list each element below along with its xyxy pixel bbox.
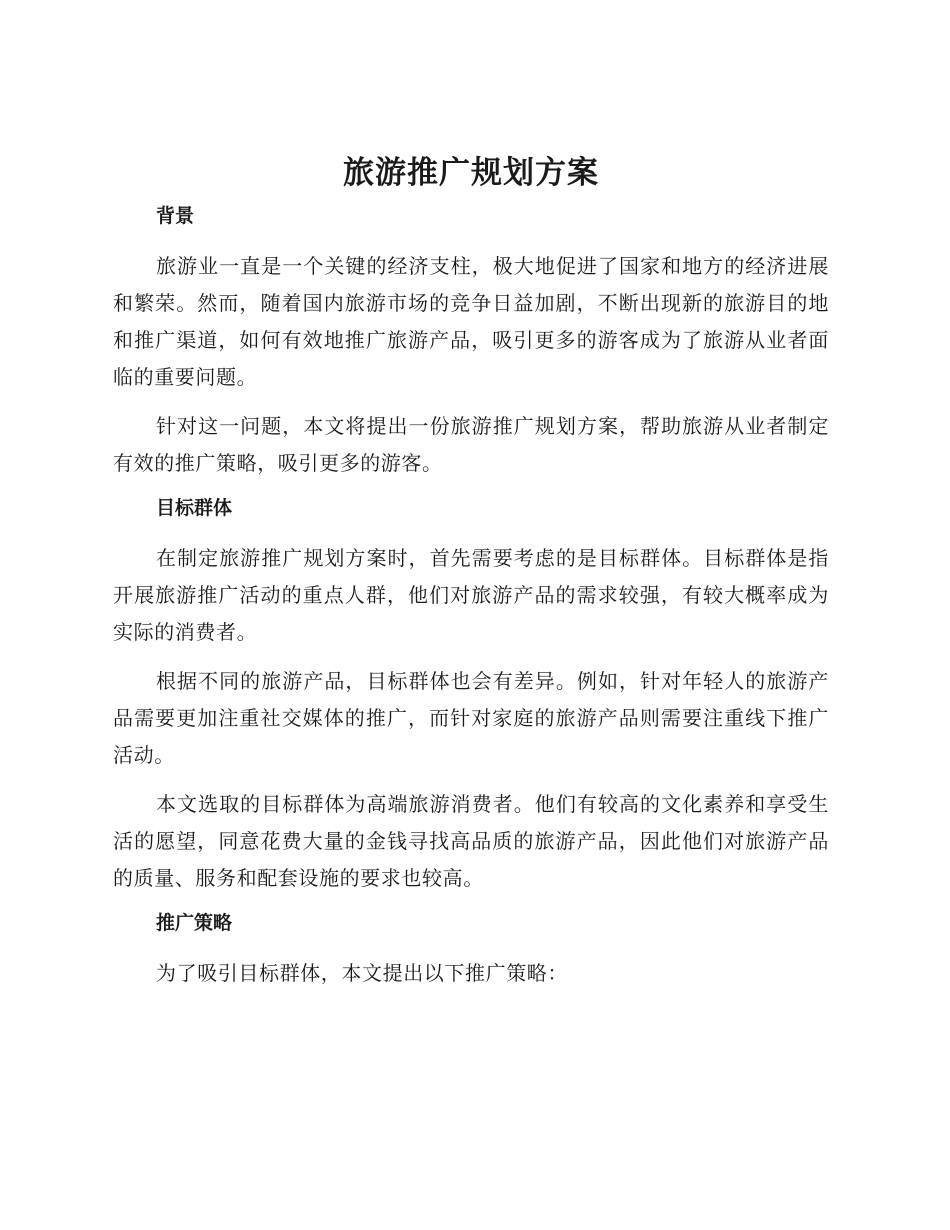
paragraph: 为了吸引目标群体，本文提出以下推广策略： bbox=[156, 961, 568, 985]
section-heading-target-group: 目标群体 bbox=[156, 497, 233, 519]
paragraph: 在制定旅游推广规划方案时，首先需要考虑的是目标群体。目标群体是指开展旅游推广活动的重点人群，他们对旅游产品的需求较强，有较大概率成为实际的消费者。 bbox=[113, 546, 829, 644]
paragraph: 针对这一问题，本文将提出一份旅游推广规划方案，帮助旅游从业者制定有效的推广策略，吸引更多的游客。 bbox=[113, 414, 829, 475]
document-title: 旅游推广规划方案 bbox=[343, 155, 599, 191]
paragraph: 本文选取的目标群体为高端旅游消费者。他们有较高的文化素养和享受生活的愿望，同意花费大量的金钱寻找高品质的旅游产品，因此他们对旅游产品的质量、服务和配套设施的要求也较高。 bbox=[113, 792, 829, 890]
document-body bbox=[113, 150, 829, 1004]
section-heading-background: 背景 bbox=[156, 205, 195, 227]
paragraph: 根据不同的旅游产品，目标群体也会有差异。例如，针对年轻人的旅游产品需要更加注重社交媒体的推广，而针对家庭的旅游产品则需要注重线下推广活动。 bbox=[113, 669, 829, 767]
section-heading-promotion-strategy: 推广策略 bbox=[156, 912, 233, 934]
paragraph: 旅游业一直是一个关键的经济支柱，极大地促进了国家和地方的经济进展和繁荣。然而，随着国内旅游市场的竞争日益加剧，不断出现新的旅游目的地和推广渠道，如何有效地推广旅游产品，吸引更多的游客成为了旅游从业者面临的重要问题。 bbox=[113, 254, 829, 389]
